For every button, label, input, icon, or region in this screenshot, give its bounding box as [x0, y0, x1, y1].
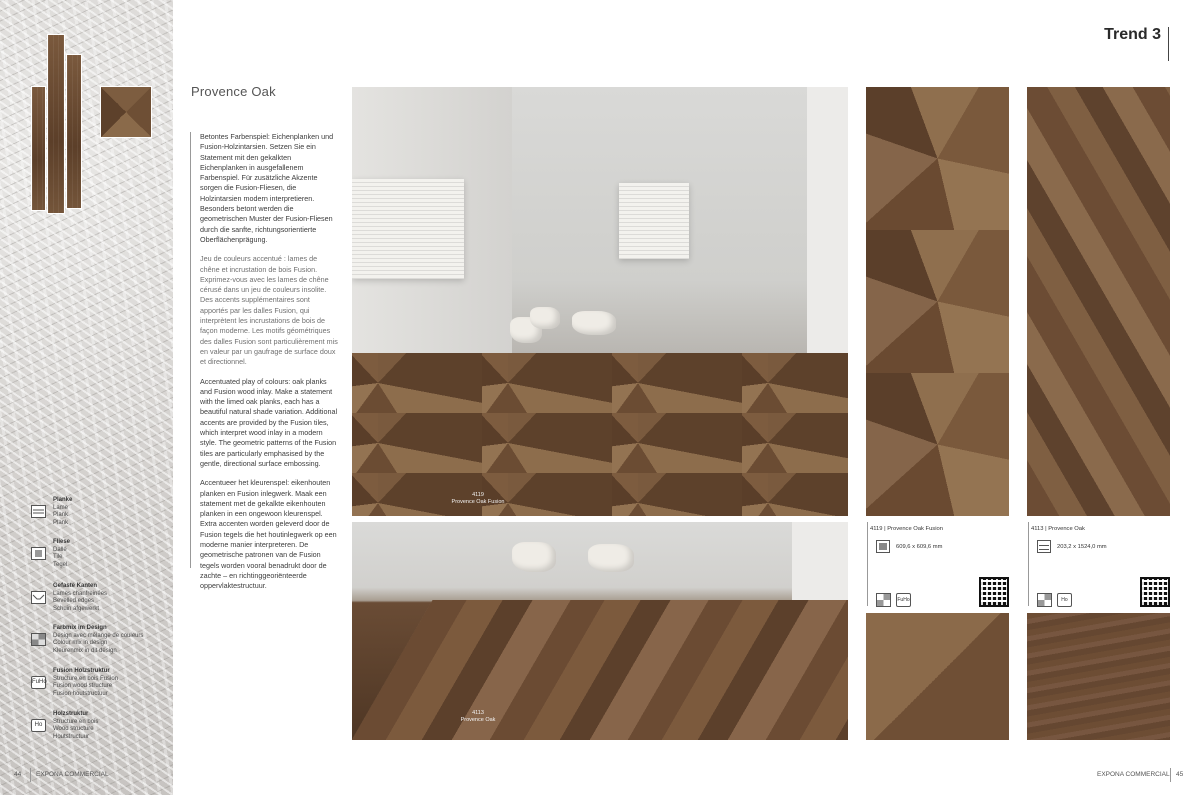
artwork-image — [352, 179, 464, 279]
product-title: Provence Oak — [191, 84, 276, 99]
legend-line: Plank — [53, 519, 69, 526]
plank-sample-image — [47, 34, 65, 214]
colour-mix-icon — [1037, 593, 1052, 607]
product-detail-fusion — [866, 613, 1009, 740]
legend-title: Fliese — [53, 539, 71, 545]
legend-line: Lames chanfreinées — [53, 590, 108, 597]
divider — [1170, 768, 1171, 782]
legend-line: Colour mix in design — [53, 640, 108, 646]
description-fr: Jeu de couleurs accentué : lames de chêne et incrustation de bois Fusion. Exprimez-vous avec les lames de chêne cérusé dans un jeu de couleurs insolite. Des accents supplémentaires sont apportés par les dalles Fusion, qui interprètent les incrustations de bois de façon moderne. Les motifs géométriques des dalles Fusion sont particulièrement mis en valeur par un gaufrage de surface doux et directionnel. — [200, 254, 338, 367]
artwork-image — [619, 183, 689, 259]
legend-line: Kleurenmix in dit design — [53, 647, 117, 654]
tile-icon — [876, 540, 890, 553]
photo-caption — [438, 492, 518, 506]
product-info-plank — [1031, 522, 1174, 608]
legend-title: Gefaste Kanten — [53, 583, 98, 589]
legend-line: Dalle — [53, 546, 67, 553]
legend-line: Design avec mélange de couleurs — [53, 632, 144, 639]
bevelled-edges-icon — [31, 591, 46, 604]
room-photo-fusion — [352, 87, 848, 516]
photo-caption — [438, 710, 518, 724]
qr-code-icon[interactable] — [1142, 579, 1168, 605]
legend-title: Holzstruktur — [53, 711, 89, 717]
trend-title: Trend 3 — [1104, 26, 1161, 43]
divider — [1028, 522, 1029, 606]
product-info-fusion — [870, 522, 1013, 608]
page-number-left: 44 — [14, 771, 22, 778]
footer-brand-right: EXPONA COMMERCIAL — [1097, 771, 1170, 778]
floor-image — [352, 353, 848, 516]
tile-sample-image — [100, 86, 152, 138]
photo-code: 4119 — [472, 492, 484, 498]
legend-title: Farbmix im Design — [53, 625, 107, 631]
colour-mix-icon — [31, 633, 46, 646]
legend-line: Wood structure — [53, 726, 94, 732]
product-detail-plank — [1027, 613, 1170, 740]
product-swatch-plank — [1027, 87, 1170, 516]
photo-name: Provence Oak — [460, 717, 496, 723]
legend-title: Planke — [53, 497, 73, 503]
product-label: 4113 | Provence Oak — [1031, 526, 1085, 532]
legend-title: Fusion Holzstruktur — [53, 668, 110, 674]
divider — [30, 768, 31, 782]
plank-sample-image — [66, 54, 82, 209]
legend-line: Plank — [53, 512, 69, 518]
product-dimensions: 609,6 x 609,6 mm — [896, 544, 943, 550]
fusion-structure-icon: FuHo — [31, 676, 46, 689]
tile-icon — [31, 547, 46, 560]
legend-line: Tile — [53, 554, 63, 560]
floor-image — [352, 600, 848, 740]
wood-structure-icon: Ho — [1057, 593, 1072, 607]
product-dimensions: 203,2 x 1524,0 mm — [1057, 544, 1107, 550]
product-swatch-fusion — [866, 87, 1009, 516]
photo-name: Provence Oak Fusion — [451, 499, 505, 505]
divider — [190, 132, 191, 568]
legend-line: Fusion wood structure — [53, 683, 113, 689]
description-column — [200, 132, 338, 600]
page-number-right: 45 — [1176, 771, 1184, 778]
fusion-structure-icon: FuHo — [896, 593, 911, 607]
legend-line: Structure en bois — [53, 718, 99, 725]
description-de: Betontes Farbenspiel: Eichenplanken und Fusion-Holzintarsien. Setzen Sie ein Statement mit den gekalkten Eichenplanken in ausgefallenem Farbenspiel. Für zusätzliche Akzente sorgen die Fusion-Fliesen, die Holzintarsien modern interpretieren. Besonders betont werden die geometrischen Muster der Fusion-Fliesen durch die sanfte, richtungsorientierte Oberflächenprägung. — [200, 132, 334, 244]
legend-line: Houtstructuur — [53, 733, 90, 740]
legend-line: Bevelled edges — [53, 598, 95, 604]
legend-line: Structure en bois Fusion — [53, 675, 119, 682]
plank-icon — [31, 505, 46, 518]
legend-line: Lame — [53, 504, 69, 511]
room-photo-plank — [352, 522, 848, 740]
legend-line: Tegel — [53, 561, 68, 568]
qr-code-icon[interactable] — [981, 579, 1007, 605]
plank-sample-image — [31, 86, 46, 211]
divider — [867, 522, 868, 606]
photo-code: 4113 — [472, 710, 484, 716]
colour-mix-icon — [876, 593, 891, 607]
description-en: Accentuated play of colours: oak planks and Fusion wood inlay. Make a statement with the limed oak planks, each has a beautiful natural shade variation. Additional accents are provided by the Fusion tiles, which interpret wood inlay in a modern style. The geometric patterns of the Fusion tiles are particularly emphasised by the gentle, directional surface embossing. — [200, 376, 338, 468]
divider — [1168, 27, 1169, 61]
legend-line: Schuin afgewerkt — [53, 605, 100, 612]
footer-brand-left: EXPONA COMMERCIAL — [36, 771, 109, 778]
plank-icon — [1037, 540, 1051, 553]
legend-line: Fusion houtstructuur — [53, 690, 108, 697]
description-nl: Accentueer het kleurenspel: eikenhouten planken en Fusion inlegwerk. Maak een statement met de gekalkte eikenhouten planken in een ongewoon kleurenspel. Extra accenten worden geleverd door de Fusion tegels die het houtinlegwerk op een moderne manier interpreteren. De geometrische patronen van de Fusion tegels worden vooral benadrukt door de zachte – en richtinggeoriënteerde oppervlaktestructuur. — [200, 478, 337, 591]
wood-structure-icon: Ho — [31, 719, 46, 732]
product-label: 4119 | Provence Oak Fusion — [870, 526, 943, 532]
